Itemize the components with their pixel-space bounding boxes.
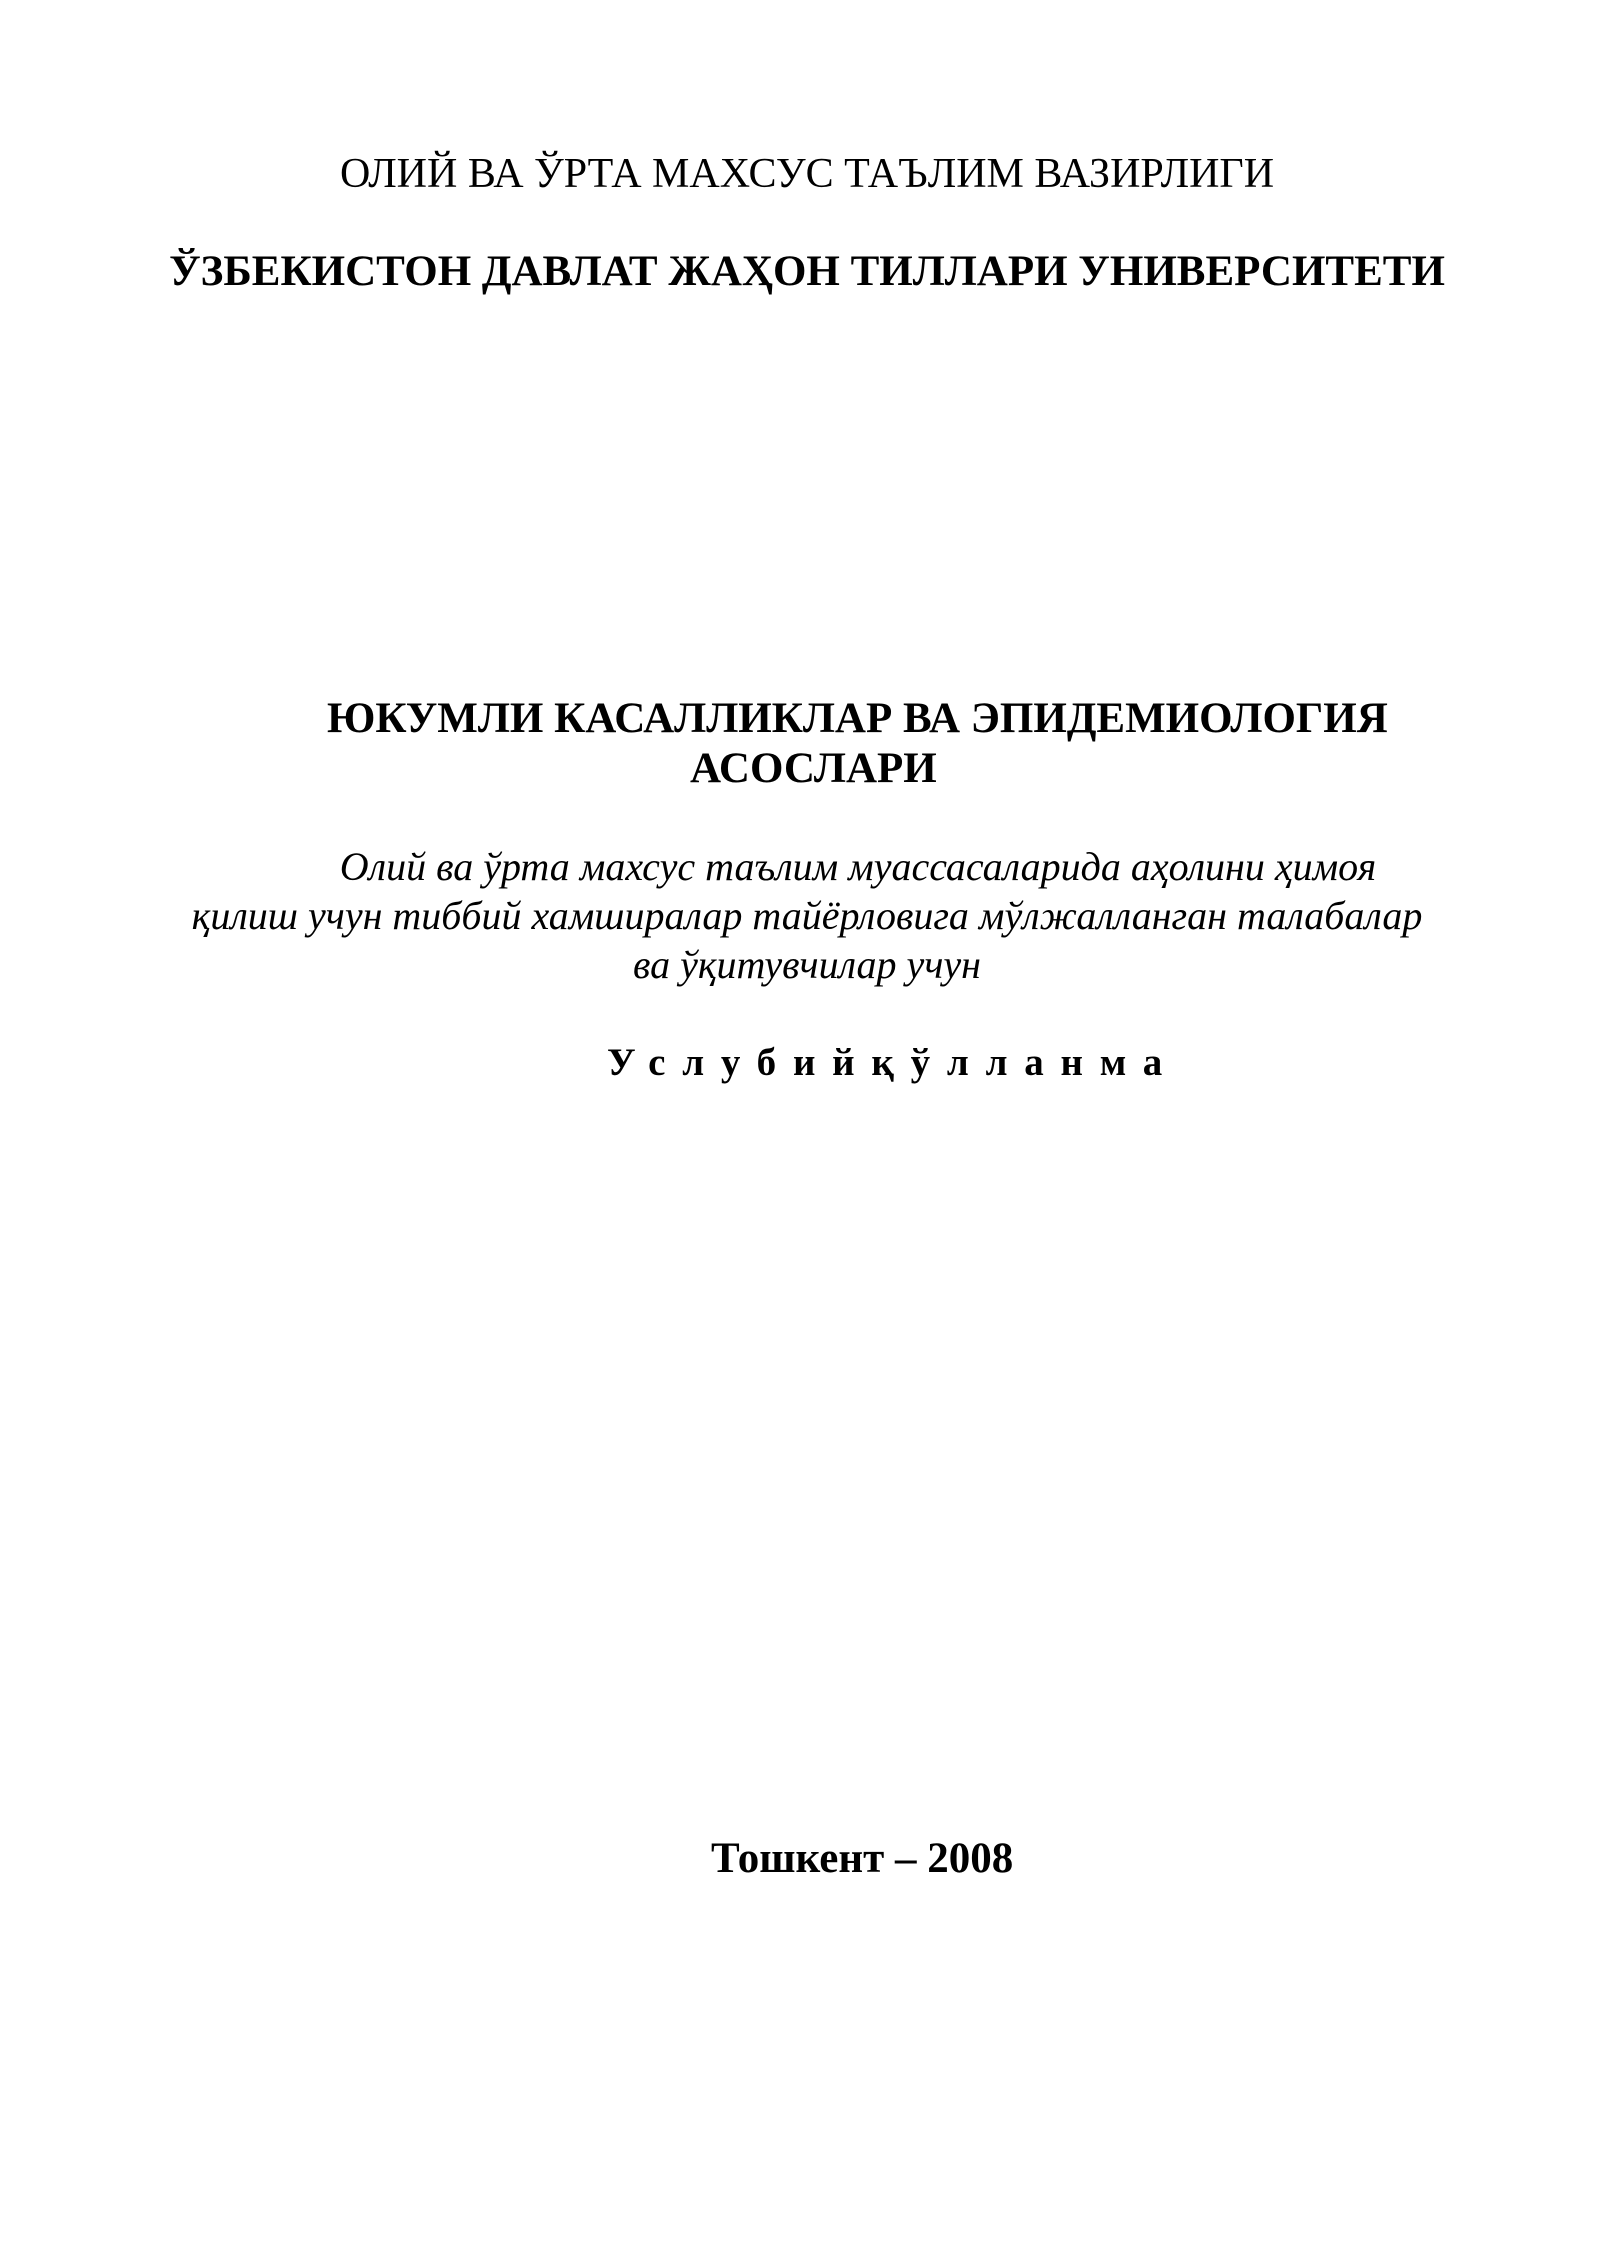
place-and-year: Тошкент – 2008: [711, 1835, 1014, 1882]
university-heading: ЎЗБЕКИСТОН ДАВЛАТ ЖАҲОН ТИЛЛАРИ УНИВЕРСИТЕТИ: [169, 248, 1445, 295]
document-genre: Услубийқўлланма: [607, 1041, 1180, 1084]
subtitle-line-1: Олий ва ўрта махсус таълим муассасаларида аҳолини ҳимоя: [339, 844, 1377, 889]
ministry-heading: ОЛИЙ ВА ЎРТА МАХСУС ТАЪЛИМ ВАЗИРЛИГИ: [339, 151, 1275, 197]
subtitle-line-3: ва ўқитувчилар учун: [632, 942, 981, 987]
document-title-line-1: ЮКУМЛИ КАСАЛЛИКЛАР ВА ЭПИДЕМИОЛОГИЯ: [327, 695, 1388, 742]
subtitle-line-2: қилиш учун тиббий хамширалар тайёрловига мўлжалланган талабалар: [191, 893, 1423, 938]
document-title-line-2: АСОСЛАРИ: [690, 745, 937, 792]
